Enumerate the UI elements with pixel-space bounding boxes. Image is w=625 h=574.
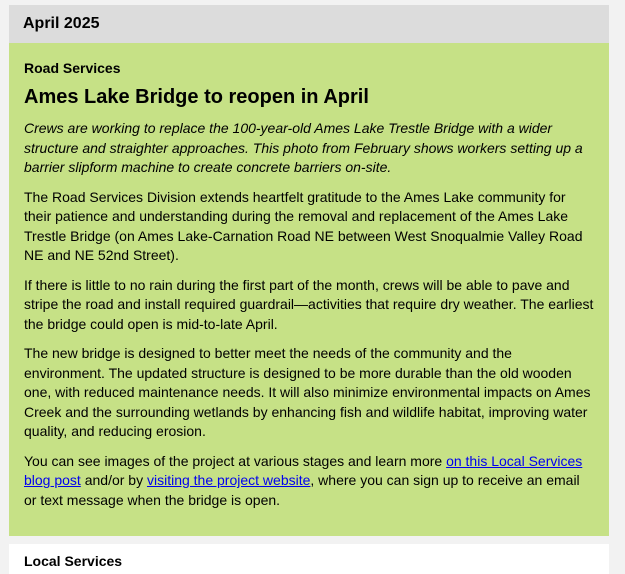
article-paragraph-3: The new bridge is designed to better meet the needs of the community and the environment. The updated structure is designed to be more durable than the old wooden one, with reduced maintenance needs. It will also minimize environmental impacts on Ames Creek and the surrounding wetlands by enhancing fish and wildlife habitat, improving water quality, and reducing erosion. xyxy=(24,345,591,439)
article-road-services xyxy=(9,43,609,536)
article-headline: Ames Lake Bridge to reopen in April xyxy=(24,86,369,108)
photo-caption: Crews are working to replace the 100-year-old Ames Lake Trestle Bridge with a wider structure and straighter approaches. This photo from February shows workers setting up a barrier slipform machine to create concrete barriers on-site. xyxy=(24,120,583,175)
month-header-text: April 2025 xyxy=(23,15,100,32)
newsletter-container xyxy=(9,5,609,536)
paragraph-4-text-start: You can see images of the project at various stages and learn more xyxy=(24,452,447,469)
next-section-label: Local Services xyxy=(24,553,123,569)
blog-post-link[interactable]: on this Local Services blog post xyxy=(24,452,583,488)
article-paragraph-2: If there is little to no rain during the first part of the month, crews will be able to pave and stripe the road and install required guardrail—activities that require dry weather. The earliest the bridge could open is mid-to-late April. xyxy=(24,276,594,332)
month-header xyxy=(9,5,609,43)
project-website-link[interactable]: visiting the project website xyxy=(146,472,311,488)
article-paragraph-1: The Road Services Division extends heartfelt gratitude to the Ames Lake community for their patience and understanding during the removal and replacement of the Ames Lake Trestle Bridge (on Ames Lake-Carnation Road NE between West Snoqualmie Valley Road NE and NE 52nd Street). xyxy=(24,188,583,263)
next-section-local-services xyxy=(9,544,609,574)
article-paragraph-4 xyxy=(24,452,595,511)
section-label: Road Services xyxy=(24,60,121,76)
paragraph-4-text-end: , where you can sign up to receive an email or text message when the bridge is open. xyxy=(24,472,580,508)
paragraph-4-text-middle: and/or by xyxy=(80,472,147,488)
